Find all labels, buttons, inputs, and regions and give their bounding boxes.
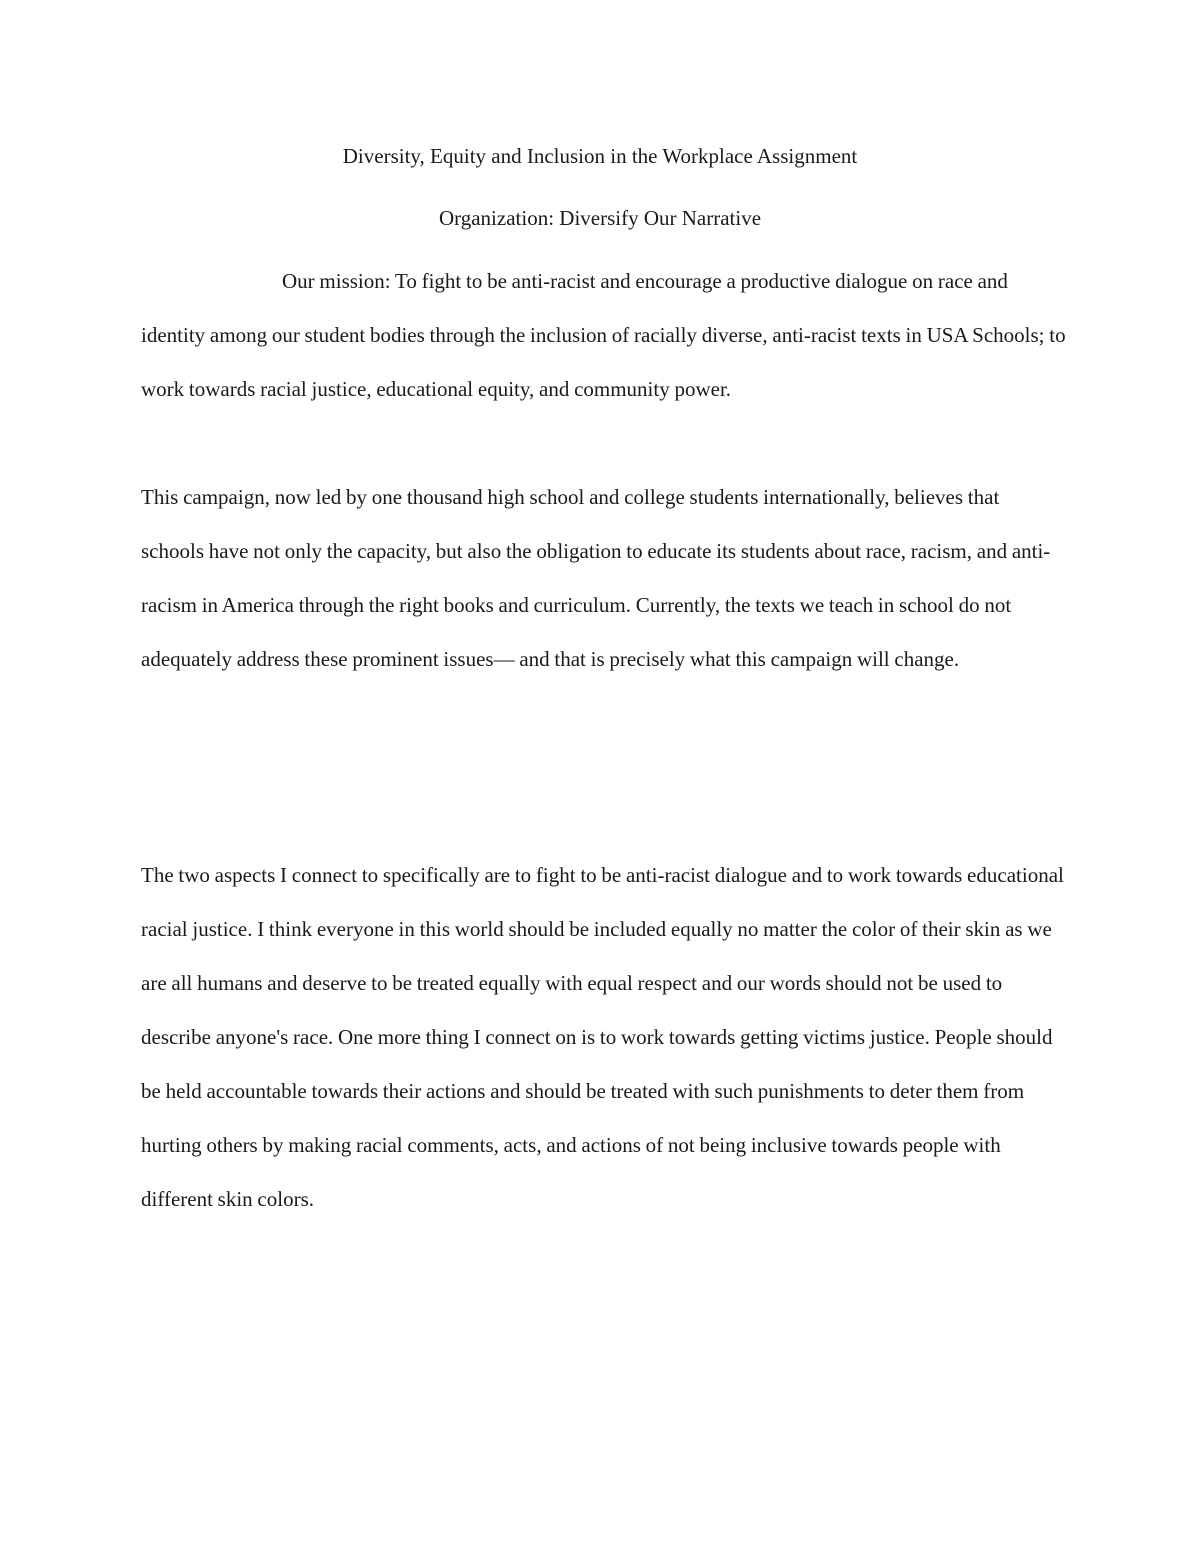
organization-heading: Organization: Diversify Our Narrative [438, 206, 762, 230]
campaign-paragraph: This campaign, now led by one thousand high school and college students internationally, believes that schools have not only the capacity, but also the obligation to educate its students about race, racism, and anti-racism in America through the right books and curriculum. Currently, the texts we teach in school do not adequately address these prominent issues— and that is precisely what this campaign will change. [141, 485, 1051, 671]
reflection-paragraph: The two aspects I connect to specifically are to fight to be anti-racist dialogue and to work towards educational racial justice. I think everyone in this world should be included equally no matter the color of their skin as we are all humans and deserve to be treated equally with equal respect and our words should not be used to describe anyone's race. One more thing I connect on is to work towards getting victims justice. People should be held accountable towards their actions and should be treated with such punishments to deter them from hurting others by making racial comments, acts, and actions of not being inclusive towards people with different skin colors. [141, 863, 1064, 1211]
mission-paragraph: Our mission: To fight to be anti-racist and encourage a productive dialogue on race and identity among our student bodies through the inclusion of racially diverse, anti-racist texts in USA Schools; to work towards racial justice, educational equity, and community power. [141, 269, 1066, 401]
document-title: Diversity, Equity and Inclusion in the Workplace Assignment [342, 144, 858, 168]
